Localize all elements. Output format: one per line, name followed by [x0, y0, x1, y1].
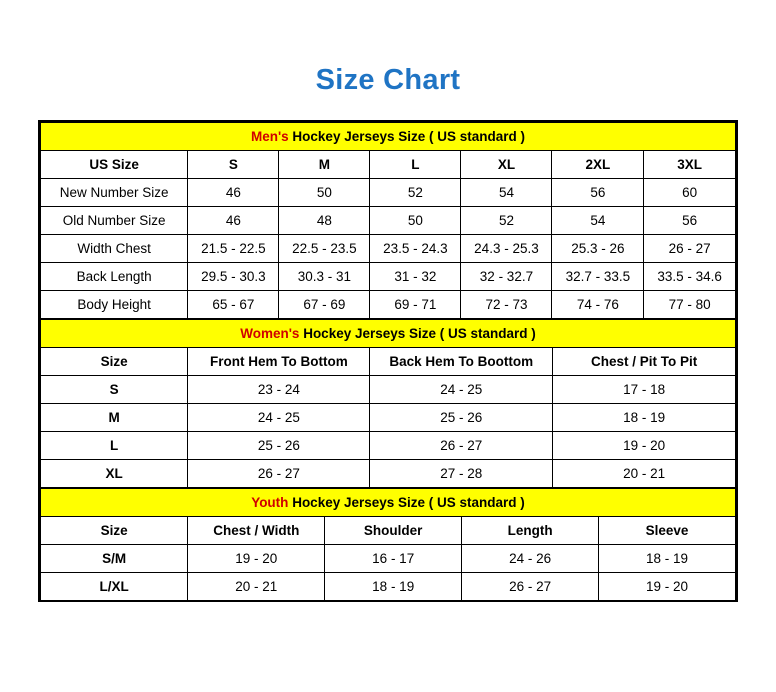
womens-header-row — [41, 348, 736, 376]
table-row — [41, 545, 736, 573]
mens-cell: 69 - 71 — [370, 291, 461, 319]
mens-cell: 31 - 32 — [370, 263, 461, 291]
mens-cell: 46 — [188, 207, 279, 235]
womens-band-accent: Women's — [240, 326, 300, 341]
youth-header-cell: Chest / Width — [188, 517, 325, 545]
mens-band-rest: Hockey Jerseys Size ( US standard ) — [288, 129, 526, 144]
mens-band-accent: Men's — [250, 129, 289, 144]
mens-cell: 25.3 - 26 — [552, 235, 644, 263]
mens-cell: 24.3 - 25.3 — [461, 235, 552, 263]
mens-row-label: Width Chest — [41, 235, 188, 263]
mens-cell: 32 - 32.7 — [461, 263, 552, 291]
mens-cell: 50 — [370, 207, 461, 235]
youth-header-cell: Sleeve — [599, 517, 736, 545]
womens-cell: 17 - 18 — [553, 376, 736, 404]
table-row — [41, 376, 736, 404]
mens-cell: 46 — [188, 179, 279, 207]
womens-band-rest: Hockey Jerseys Size ( US standard ) — [299, 326, 536, 341]
mens-cell: 60 — [644, 179, 736, 207]
womens-header-cell: Chest / Pit To Pit — [553, 348, 736, 376]
youth-cell: 18 - 19 — [325, 573, 462, 601]
womens-header-cell: Back Hem To Boottom — [370, 348, 553, 376]
womens-cell: 24 - 25 — [370, 376, 553, 404]
womens-row-label: S — [41, 376, 188, 404]
mens-row-label: New Number Size — [41, 179, 188, 207]
youth-cell: 20 - 21 — [188, 573, 325, 601]
youth-row-label: L/XL — [41, 573, 188, 601]
womens-cell: 23 - 24 — [188, 376, 370, 404]
womens-cell: 25 - 26 — [370, 404, 553, 432]
mens-cell: 26 - 27 — [644, 235, 736, 263]
mens-cell: 56 — [552, 179, 644, 207]
mens-cell: 72 - 73 — [461, 291, 552, 319]
mens-size-table — [40, 122, 736, 319]
mens-cell: 48 — [279, 207, 370, 235]
womens-cell: 27 - 28 — [370, 460, 553, 488]
youth-header-row — [41, 517, 736, 545]
mens-header-cell: S — [188, 151, 279, 179]
womens-size-table — [40, 319, 736, 488]
womens-band-title — [41, 320, 736, 348]
mens-cell: 77 - 80 — [644, 291, 736, 319]
table-row — [41, 432, 736, 460]
womens-cell: 20 - 21 — [553, 460, 736, 488]
mens-cell: 52 — [461, 207, 552, 235]
womens-cell: 18 - 19 — [553, 404, 736, 432]
mens-cell: 56 — [644, 207, 736, 235]
mens-cell: 50 — [279, 179, 370, 207]
youth-cell: 19 - 20 — [188, 545, 325, 573]
youth-cell: 19 - 20 — [599, 573, 736, 601]
womens-cell: 24 - 25 — [188, 404, 370, 432]
womens-row-label: L — [41, 432, 188, 460]
womens-cell: 25 - 26 — [188, 432, 370, 460]
youth-cell: 18 - 19 — [599, 545, 736, 573]
youth-header-cell: Shoulder — [325, 517, 462, 545]
womens-band-row — [41, 320, 736, 348]
mens-band-row — [41, 123, 736, 151]
youth-cell: 16 - 17 — [325, 545, 462, 573]
table-row — [41, 263, 736, 291]
mens-cell: 67 - 69 — [279, 291, 370, 319]
mens-row-label: Old Number Size — [41, 207, 188, 235]
mens-header-cell: L — [370, 151, 461, 179]
youth-size-table — [40, 488, 736, 602]
page-title: Size Chart — [315, 64, 461, 96]
mens-header-cell: US Size — [41, 151, 188, 179]
youth-header-cell: Length — [462, 517, 599, 545]
mens-cell: 32.7 - 33.5 — [552, 263, 644, 291]
youth-header-cell: Size — [41, 517, 188, 545]
mens-cell: 21.5 - 22.5 — [188, 235, 279, 263]
table-row — [41, 291, 736, 319]
mens-cell: 22.5 - 23.5 — [279, 235, 370, 263]
table-row — [41, 235, 736, 263]
table-row — [41, 404, 736, 432]
youth-cell: 24 - 26 — [462, 545, 599, 573]
mens-header-cell: M — [279, 151, 370, 179]
mens-cell: 29.5 - 30.3 — [188, 263, 279, 291]
youth-band-rest: Hockey Jerseys Size ( US standard ) — [288, 495, 525, 510]
table-row — [41, 179, 736, 207]
youth-band-row — [41, 489, 736, 517]
mens-cell: 52 — [370, 179, 461, 207]
mens-cell: 30.3 - 31 — [279, 263, 370, 291]
mens-cell: 33.5 - 34.6 — [644, 263, 736, 291]
youth-band-title — [41, 489, 736, 517]
youth-cell: 26 - 27 — [462, 573, 599, 601]
youth-row-label: S/M — [41, 545, 188, 573]
womens-cell: 19 - 20 — [553, 432, 736, 460]
table-row — [41, 573, 736, 601]
womens-row-label: M — [41, 404, 188, 432]
womens-header-cell: Front Hem To Bottom — [188, 348, 370, 376]
table-row — [41, 460, 736, 488]
youth-band-accent: Youth — [251, 495, 289, 510]
womens-cell: 26 - 27 — [370, 432, 553, 460]
mens-cell: 54 — [461, 179, 552, 207]
womens-cell: 26 - 27 — [188, 460, 370, 488]
womens-row-label: XL — [41, 460, 188, 488]
mens-header-cell: 2XL — [552, 151, 644, 179]
mens-band-title — [41, 123, 736, 151]
mens-cell: 23.5 - 24.3 — [370, 235, 461, 263]
size-chart-container — [38, 120, 738, 602]
mens-cell: 74 - 76 — [552, 291, 644, 319]
mens-cell: 65 - 67 — [188, 291, 279, 319]
table-row — [41, 207, 736, 235]
mens-row-label: Body Height — [41, 291, 188, 319]
womens-header-cell: Size — [41, 348, 188, 376]
mens-header-row — [41, 151, 736, 179]
mens-row-label: Back Length — [41, 263, 188, 291]
mens-cell: 54 — [552, 207, 644, 235]
mens-header-cell: XL — [461, 151, 552, 179]
mens-header-cell: 3XL — [644, 151, 736, 179]
